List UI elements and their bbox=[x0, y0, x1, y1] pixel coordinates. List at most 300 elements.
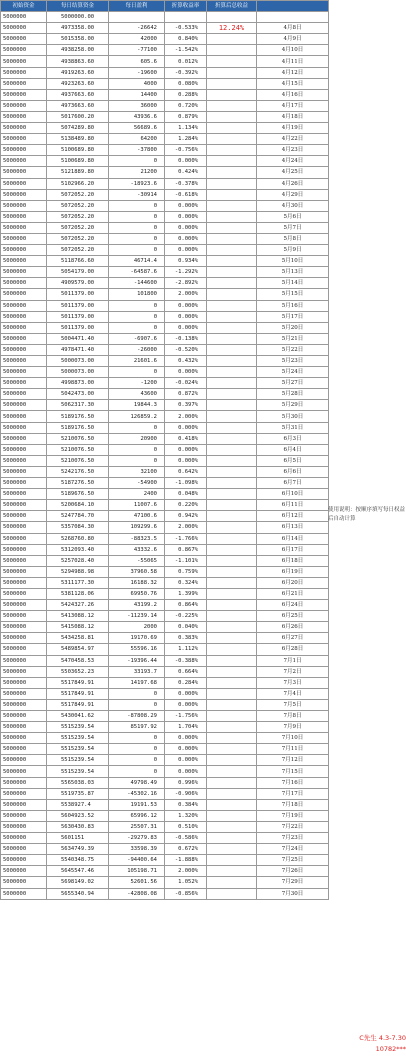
initial-capital-cell[interactable]: 5000000 bbox=[1, 655, 47, 666]
profit-cell[interactable]: 52601.56 bbox=[109, 877, 165, 888]
profit-cell[interactable]: -26642 bbox=[109, 23, 165, 34]
settlement-cell[interactable]: 5000073.00 bbox=[47, 356, 109, 367]
total-return-cell[interactable] bbox=[207, 600, 257, 611]
total-return-cell[interactable] bbox=[207, 167, 257, 178]
rate-cell[interactable]: -1.888% bbox=[165, 855, 207, 866]
settlement-cell[interactable]: 5517849.91 bbox=[47, 699, 109, 710]
profit-cell[interactable]: 36000 bbox=[109, 100, 165, 111]
initial-capital-cell[interactable]: 5000000 bbox=[1, 766, 47, 777]
total-return-cell[interactable] bbox=[207, 788, 257, 799]
total-return-cell[interactable] bbox=[207, 311, 257, 322]
rate-cell[interactable]: -1.098% bbox=[165, 478, 207, 489]
date-cell[interactable]: 6月17日 bbox=[257, 544, 329, 555]
rate-cell[interactable]: 2.000% bbox=[165, 411, 207, 422]
settlement-cell[interactable]: 4938258.00 bbox=[47, 45, 109, 56]
profit-cell[interactable]: 25507.31 bbox=[109, 821, 165, 832]
settlement-cell[interactable]: 5189676.50 bbox=[47, 489, 109, 500]
initial-capital-cell[interactable]: 5000000 bbox=[1, 555, 47, 566]
profit-cell[interactable]: -6907.6 bbox=[109, 333, 165, 344]
total-return-cell[interactable] bbox=[207, 511, 257, 522]
profit-cell[interactable]: 14400 bbox=[109, 89, 165, 100]
settlement-cell[interactable]: 5645547.46 bbox=[47, 866, 109, 877]
date-cell[interactable]: 5月23日 bbox=[257, 356, 329, 367]
total-return-cell[interactable] bbox=[207, 888, 257, 899]
settlement-cell[interactable]: 5268760.80 bbox=[47, 533, 109, 544]
rate-cell[interactable]: -0.586% bbox=[165, 833, 207, 844]
rate-cell[interactable]: -0.378% bbox=[165, 178, 207, 189]
settlement-cell[interactable]: 5470458.53 bbox=[47, 655, 109, 666]
initial-capital-cell[interactable]: 5000000 bbox=[1, 866, 47, 877]
settlement-cell[interactable]: 5247784.70 bbox=[47, 511, 109, 522]
settlement-cell[interactable]: 5503652.23 bbox=[47, 666, 109, 677]
date-cell[interactable]: 7月12日 bbox=[257, 755, 329, 766]
settlement-cell[interactable]: 5011379.00 bbox=[47, 311, 109, 322]
initial-capital-cell[interactable]: 5000000 bbox=[1, 677, 47, 688]
settlement-cell[interactable]: 5519735.87 bbox=[47, 788, 109, 799]
date-cell[interactable]: 7月3日 bbox=[257, 677, 329, 688]
total-return-cell[interactable] bbox=[207, 267, 257, 278]
initial-capital-cell[interactable]: 5000000 bbox=[1, 821, 47, 832]
rate-cell[interactable]: 0.759% bbox=[165, 566, 207, 577]
rate-cell[interactable]: 0.664% bbox=[165, 666, 207, 677]
rate-cell[interactable]: 0.000% bbox=[165, 245, 207, 256]
date-cell[interactable]: 6月20日 bbox=[257, 577, 329, 588]
date-cell[interactable]: 4月10日 bbox=[257, 45, 329, 56]
initial-capital-cell[interactable]: 5000000 bbox=[1, 289, 47, 300]
date-cell[interactable]: 4月16日 bbox=[257, 89, 329, 100]
initial-capital-cell[interactable]: 5000000 bbox=[1, 100, 47, 111]
total-return-cell[interactable] bbox=[207, 466, 257, 477]
date-cell[interactable]: 7月24日 bbox=[257, 844, 329, 855]
profit-cell[interactable]: 43936.6 bbox=[109, 111, 165, 122]
total-return-cell[interactable] bbox=[207, 821, 257, 832]
date-cell[interactable]: 5月31日 bbox=[257, 422, 329, 433]
initial-capital-cell[interactable]: 5000000 bbox=[1, 78, 47, 89]
initial-capital-cell[interactable]: 5000000 bbox=[1, 566, 47, 577]
settlement-cell[interactable]: 5072052.20 bbox=[47, 189, 109, 200]
initial-capital-cell[interactable]: 5000000 bbox=[1, 400, 47, 411]
total-return-cell[interactable] bbox=[207, 611, 257, 622]
date-cell[interactable]: 4月9日 bbox=[257, 34, 329, 45]
profit-cell[interactable]: 0 bbox=[109, 688, 165, 699]
settlement-cell[interactable]: 5011379.00 bbox=[47, 322, 109, 333]
rate-cell[interactable]: 2.000% bbox=[165, 289, 207, 300]
total-return-cell[interactable] bbox=[207, 256, 257, 267]
date-cell[interactable]: 7月16日 bbox=[257, 777, 329, 788]
profit-cell[interactable]: 16188.32 bbox=[109, 577, 165, 588]
date-cell[interactable]: 7月29日 bbox=[257, 877, 329, 888]
settlement-cell[interactable]: 4973358.00 bbox=[47, 23, 109, 34]
profit-cell[interactable]: -87808.29 bbox=[109, 711, 165, 722]
settlement-cell[interactable]: 5601151 bbox=[47, 833, 109, 844]
rate-cell[interactable]: -0.618% bbox=[165, 189, 207, 200]
date-cell[interactable]: 7月15日 bbox=[257, 766, 329, 777]
settlement-cell[interactable]: 5074289.80 bbox=[47, 123, 109, 134]
profit-cell[interactable]: 55596.16 bbox=[109, 644, 165, 655]
profit-cell[interactable]: 19844.3 bbox=[109, 400, 165, 411]
total-return-cell[interactable] bbox=[207, 588, 257, 599]
settlement-cell[interactable]: 4919263.60 bbox=[47, 67, 109, 78]
initial-capital-cell[interactable]: 5000000 bbox=[1, 344, 47, 355]
initial-capital-cell[interactable]: 5000000 bbox=[1, 511, 47, 522]
rate-cell[interactable]: -0.225% bbox=[165, 611, 207, 622]
rate-cell[interactable]: 0.000% bbox=[165, 322, 207, 333]
initial-capital-cell[interactable]: 5000000 bbox=[1, 123, 47, 134]
initial-capital-cell[interactable]: 5000000 bbox=[1, 23, 47, 34]
settlement-cell[interactable]: 5515239.54 bbox=[47, 733, 109, 744]
rate-cell[interactable]: 1.399% bbox=[165, 588, 207, 599]
initial-capital-cell[interactable]: 5000000 bbox=[1, 522, 47, 533]
initial-capital-cell[interactable]: 5000000 bbox=[1, 411, 47, 422]
date-cell[interactable]: 6月11日 bbox=[257, 500, 329, 511]
total-return-cell[interactable] bbox=[207, 877, 257, 888]
profit-cell[interactable]: 0 bbox=[109, 699, 165, 710]
total-return-cell[interactable] bbox=[207, 100, 257, 111]
settlement-cell[interactable]: 5100689.80 bbox=[47, 156, 109, 167]
initial-capital-cell[interactable]: 5000000 bbox=[1, 533, 47, 544]
profit-cell[interactable]: 85197.92 bbox=[109, 722, 165, 733]
initial-capital-cell[interactable]: 5000000 bbox=[1, 544, 47, 555]
settlement-cell[interactable]: 5515239.54 bbox=[47, 766, 109, 777]
date-cell[interactable]: 6月7日 bbox=[257, 478, 329, 489]
settlement-cell[interactable]: 4909579.00 bbox=[47, 278, 109, 289]
initial-capital-cell[interactable]: 5000000 bbox=[1, 12, 47, 23]
total-return-cell[interactable] bbox=[207, 400, 257, 411]
date-cell[interactable]: 6月26日 bbox=[257, 622, 329, 633]
rate-cell[interactable]: -0.520% bbox=[165, 344, 207, 355]
total-return-cell[interactable] bbox=[207, 799, 257, 810]
initial-capital-cell[interactable]: 5000000 bbox=[1, 744, 47, 755]
date-cell[interactable]: 7月10日 bbox=[257, 733, 329, 744]
settlement-cell[interactable]: 5415088.12 bbox=[47, 622, 109, 633]
profit-cell[interactable]: 21200 bbox=[109, 167, 165, 178]
settlement-cell[interactable]: 5294988.98 bbox=[47, 566, 109, 577]
total-return-cell[interactable] bbox=[207, 356, 257, 367]
profit-cell[interactable]: 19191.53 bbox=[109, 799, 165, 810]
total-return-cell[interactable] bbox=[207, 111, 257, 122]
initial-capital-cell[interactable]: 5000000 bbox=[1, 211, 47, 222]
profit-cell[interactable]: -55065 bbox=[109, 555, 165, 566]
date-cell[interactable]: 5月15日 bbox=[257, 289, 329, 300]
rate-cell[interactable]: -1.292% bbox=[165, 267, 207, 278]
settlement-cell[interactable]: 5357084.30 bbox=[47, 522, 109, 533]
date-cell[interactable]: 6月18日 bbox=[257, 555, 329, 566]
rate-cell[interactable]: 2.000% bbox=[165, 866, 207, 877]
date-cell[interactable]: 4月25日 bbox=[257, 167, 329, 178]
initial-capital-cell[interactable]: 5000000 bbox=[1, 722, 47, 733]
settlement-cell[interactable]: 5515239.54 bbox=[47, 722, 109, 733]
date-cell[interactable]: 4月29日 bbox=[257, 189, 329, 200]
rate-cell[interactable]: 0.942% bbox=[165, 511, 207, 522]
date-cell[interactable]: 7月26日 bbox=[257, 866, 329, 877]
initial-capital-cell[interactable]: 5000000 bbox=[1, 633, 47, 644]
date-cell[interactable]: 5月28日 bbox=[257, 389, 329, 400]
total-return-cell[interactable] bbox=[207, 688, 257, 699]
settlement-cell[interactable]: 5210076.50 bbox=[47, 455, 109, 466]
initial-capital-cell[interactable]: 5000000 bbox=[1, 877, 47, 888]
rate-cell[interactable]: 0.324% bbox=[165, 577, 207, 588]
initial-capital-cell[interactable]: 5000000 bbox=[1, 367, 47, 378]
date-cell[interactable]: 4月23日 bbox=[257, 145, 329, 156]
settlement-cell[interactable]: 5210076.50 bbox=[47, 444, 109, 455]
date-cell[interactable]: 5月9日 bbox=[257, 245, 329, 256]
settlement-cell[interactable]: 5004471.40 bbox=[47, 333, 109, 344]
profit-cell[interactable]: -19396.44 bbox=[109, 655, 165, 666]
settlement-cell[interactable]: 5517849.91 bbox=[47, 688, 109, 699]
total-return-cell[interactable] bbox=[207, 699, 257, 710]
total-return-cell[interactable] bbox=[207, 622, 257, 633]
profit-cell[interactable]: 43332.6 bbox=[109, 544, 165, 555]
total-return-cell[interactable] bbox=[207, 422, 257, 433]
total-return-cell[interactable] bbox=[207, 333, 257, 344]
settlement-cell[interactable]: 5200684.10 bbox=[47, 500, 109, 511]
total-return-cell[interactable] bbox=[207, 711, 257, 722]
total-return-cell[interactable] bbox=[207, 322, 257, 333]
settlement-cell[interactable]: 5540348.75 bbox=[47, 855, 109, 866]
total-return-cell[interactable] bbox=[207, 555, 257, 566]
total-return-cell[interactable] bbox=[207, 455, 257, 466]
date-cell[interactable]: 5月30日 bbox=[257, 411, 329, 422]
initial-capital-cell[interactable]: 5000000 bbox=[1, 333, 47, 344]
total-return-cell[interactable] bbox=[207, 522, 257, 533]
profit-cell[interactable]: 0 bbox=[109, 300, 165, 311]
profit-cell[interactable]: -42808.08 bbox=[109, 888, 165, 899]
profit-cell[interactable]: -11239.14 bbox=[109, 611, 165, 622]
rate-cell[interactable]: 0.220% bbox=[165, 500, 207, 511]
rate-cell[interactable]: 0.879% bbox=[165, 111, 207, 122]
rate-cell[interactable]: 1.112% bbox=[165, 644, 207, 655]
profit-cell[interactable]: 0 bbox=[109, 322, 165, 333]
rate-cell[interactable]: 0.000% bbox=[165, 300, 207, 311]
profit-cell[interactable]: -37800 bbox=[109, 145, 165, 156]
rate-cell[interactable]: 0.000% bbox=[165, 233, 207, 244]
profit-cell[interactable]: 0 bbox=[109, 156, 165, 167]
initial-capital-cell[interactable]: 5000000 bbox=[1, 145, 47, 156]
date-cell[interactable]: 4月12日 bbox=[257, 67, 329, 78]
total-return-cell[interactable] bbox=[207, 766, 257, 777]
rate-cell[interactable]: 0.000% bbox=[165, 755, 207, 766]
settlement-cell[interactable]: 5102966.20 bbox=[47, 178, 109, 189]
settlement-cell[interactable]: 5072052.20 bbox=[47, 245, 109, 256]
date-cell[interactable]: 5月13日 bbox=[257, 267, 329, 278]
profit-cell[interactable]: 0 bbox=[109, 311, 165, 322]
date-cell[interactable]: 5月14日 bbox=[257, 278, 329, 289]
settlement-cell[interactable]: 5042473.00 bbox=[47, 389, 109, 400]
settlement-cell[interactable]: 5434258.81 bbox=[47, 633, 109, 644]
profit-cell[interactable]: 101800 bbox=[109, 289, 165, 300]
profit-cell[interactable]: 0 bbox=[109, 200, 165, 211]
header-daily-profit[interactable]: 每日盈利 bbox=[109, 1, 165, 12]
rate-cell[interactable]: -1.756% bbox=[165, 711, 207, 722]
initial-capital-cell[interactable]: 5000000 bbox=[1, 611, 47, 622]
profit-cell[interactable]: 0 bbox=[109, 245, 165, 256]
rate-cell[interactable]: 0.000% bbox=[165, 222, 207, 233]
total-return-cell[interactable] bbox=[207, 56, 257, 67]
profit-cell[interactable]: 42000 bbox=[109, 34, 165, 45]
profit-cell[interactable]: -54900 bbox=[109, 478, 165, 489]
date-cell[interactable]: 4月17日 bbox=[257, 100, 329, 111]
rate-cell[interactable]: 0.288% bbox=[165, 89, 207, 100]
profit-cell[interactable] bbox=[109, 12, 165, 23]
date-cell[interactable] bbox=[257, 12, 329, 23]
total-return-cell[interactable] bbox=[207, 233, 257, 244]
settlement-cell[interactable]: 5118766.60 bbox=[47, 256, 109, 267]
date-cell[interactable]: 4月8日 bbox=[257, 23, 329, 34]
profit-cell[interactable]: 49798.49 bbox=[109, 777, 165, 788]
profit-cell[interactable]: -77100 bbox=[109, 45, 165, 56]
rate-cell[interactable]: -0.856% bbox=[165, 888, 207, 899]
rate-cell[interactable]: 0.840% bbox=[165, 34, 207, 45]
total-return-cell[interactable] bbox=[207, 489, 257, 500]
rate-cell[interactable]: 0.996% bbox=[165, 777, 207, 788]
settlement-cell[interactable]: 5565038.03 bbox=[47, 777, 109, 788]
rate-cell[interactable]: 0.000% bbox=[165, 699, 207, 710]
settlement-cell[interactable]: 5187276.50 bbox=[47, 478, 109, 489]
total-return-cell[interactable] bbox=[207, 34, 257, 45]
header-date[interactable] bbox=[257, 1, 329, 12]
profit-cell[interactable]: 11007.6 bbox=[109, 500, 165, 511]
date-cell[interactable]: 4月11日 bbox=[257, 56, 329, 67]
total-return-cell[interactable] bbox=[207, 300, 257, 311]
total-return-cell[interactable] bbox=[207, 566, 257, 577]
initial-capital-cell[interactable]: 5000000 bbox=[1, 500, 47, 511]
total-return-cell[interactable] bbox=[207, 389, 257, 400]
profit-cell[interactable]: 43600 bbox=[109, 389, 165, 400]
total-return-value[interactable]: 12.24% bbox=[207, 23, 257, 34]
total-return-cell[interactable] bbox=[207, 722, 257, 733]
date-cell[interactable]: 7月23日 bbox=[257, 833, 329, 844]
rate-cell[interactable]: 0.000% bbox=[165, 367, 207, 378]
initial-capital-cell[interactable]: 5000000 bbox=[1, 356, 47, 367]
rate-cell[interactable]: -0.388% bbox=[165, 655, 207, 666]
profit-cell[interactable]: -18923.6 bbox=[109, 178, 165, 189]
rate-cell[interactable]: 0.000% bbox=[165, 211, 207, 222]
total-return-cell[interactable] bbox=[207, 189, 257, 200]
initial-capital-cell[interactable]: 5000000 bbox=[1, 622, 47, 633]
date-cell[interactable]: 5月27日 bbox=[257, 378, 329, 389]
total-return-cell[interactable] bbox=[207, 222, 257, 233]
date-cell[interactable]: 6月27日 bbox=[257, 633, 329, 644]
date-cell[interactable]: 7月18日 bbox=[257, 799, 329, 810]
rate-cell[interactable]: 1.134% bbox=[165, 123, 207, 134]
total-return-cell[interactable] bbox=[207, 245, 257, 256]
profit-cell[interactable]: 0 bbox=[109, 422, 165, 433]
rate-cell[interactable]: 0.672% bbox=[165, 844, 207, 855]
date-cell[interactable]: 7月5日 bbox=[257, 699, 329, 710]
profit-cell[interactable]: 69950.76 bbox=[109, 588, 165, 599]
profit-cell[interactable]: 105198.71 bbox=[109, 866, 165, 877]
settlement-cell[interactable]: 5000000.00 bbox=[47, 12, 109, 23]
total-return-cell[interactable] bbox=[207, 178, 257, 189]
profit-cell[interactable]: 0 bbox=[109, 766, 165, 777]
rate-cell[interactable]: 1.320% bbox=[165, 810, 207, 821]
initial-capital-cell[interactable]: 5000000 bbox=[1, 478, 47, 489]
date-cell[interactable]: 5月17日 bbox=[257, 311, 329, 322]
total-return-cell[interactable] bbox=[207, 777, 257, 788]
rate-cell[interactable]: 0.080% bbox=[165, 78, 207, 89]
rate-cell[interactable]: -1.101% bbox=[165, 555, 207, 566]
settlement-cell[interactable]: 5072052.20 bbox=[47, 211, 109, 222]
profit-cell[interactable]: 33193.7 bbox=[109, 666, 165, 677]
total-return-cell[interactable] bbox=[207, 478, 257, 489]
initial-capital-cell[interactable]: 5000000 bbox=[1, 844, 47, 855]
profit-cell[interactable]: 43199.2 bbox=[109, 600, 165, 611]
date-cell[interactable]: 6月12日 bbox=[257, 511, 329, 522]
profit-cell[interactable]: 65996.12 bbox=[109, 810, 165, 821]
settlement-cell[interactable]: 5604923.52 bbox=[47, 810, 109, 821]
profit-cell[interactable]: -94400.64 bbox=[109, 855, 165, 866]
rate-cell[interactable]: 0.424% bbox=[165, 167, 207, 178]
total-return-cell[interactable] bbox=[207, 378, 257, 389]
settlement-cell[interactable]: 5011379.00 bbox=[47, 300, 109, 311]
rate-cell[interactable]: 1.284% bbox=[165, 134, 207, 145]
settlement-cell[interactable]: 5630430.83 bbox=[47, 821, 109, 832]
total-return-cell[interactable] bbox=[207, 677, 257, 688]
total-return-cell[interactable] bbox=[207, 755, 257, 766]
initial-capital-cell[interactable]: 5000000 bbox=[1, 189, 47, 200]
date-cell[interactable]: 4月22日 bbox=[257, 134, 329, 145]
profit-cell[interactable]: -88323.5 bbox=[109, 533, 165, 544]
total-return-cell[interactable] bbox=[207, 123, 257, 134]
initial-capital-cell[interactable]: 5000000 bbox=[1, 433, 47, 444]
rate-cell[interactable]: -0.756% bbox=[165, 145, 207, 156]
total-return-cell[interactable] bbox=[207, 433, 257, 444]
settlement-cell[interactable]: 5517849.91 bbox=[47, 677, 109, 688]
profit-cell[interactable]: 14197.68 bbox=[109, 677, 165, 688]
settlement-cell[interactable]: 5698149.02 bbox=[47, 877, 109, 888]
profit-cell[interactable]: 0 bbox=[109, 211, 165, 222]
total-return-cell[interactable] bbox=[207, 200, 257, 211]
initial-capital-cell[interactable]: 5000000 bbox=[1, 600, 47, 611]
initial-capital-cell[interactable]: 5000000 bbox=[1, 233, 47, 244]
initial-capital-cell[interactable]: 5000000 bbox=[1, 311, 47, 322]
initial-capital-cell[interactable]: 5000000 bbox=[1, 89, 47, 100]
profit-cell[interactable]: 19170.69 bbox=[109, 633, 165, 644]
date-cell[interactable]: 5月8日 bbox=[257, 233, 329, 244]
rate-cell[interactable]: -0.024% bbox=[165, 378, 207, 389]
settlement-cell[interactable]: 5017600.20 bbox=[47, 111, 109, 122]
initial-capital-cell[interactable]: 5000000 bbox=[1, 799, 47, 810]
total-return-cell[interactable] bbox=[207, 666, 257, 677]
rate-cell[interactable]: 0.872% bbox=[165, 389, 207, 400]
initial-capital-cell[interactable]: 5000000 bbox=[1, 56, 47, 67]
initial-capital-cell[interactable]: 5000000 bbox=[1, 267, 47, 278]
profit-cell[interactable]: 0 bbox=[109, 233, 165, 244]
initial-capital-cell[interactable]: 5000000 bbox=[1, 666, 47, 677]
total-return-cell[interactable] bbox=[207, 78, 257, 89]
rate-cell[interactable]: 0.642% bbox=[165, 466, 207, 477]
profit-cell[interactable]: 33598.39 bbox=[109, 844, 165, 855]
date-cell[interactable]: 7月17日 bbox=[257, 788, 329, 799]
rate-cell[interactable]: 0.012% bbox=[165, 56, 207, 67]
date-cell[interactable]: 6月13日 bbox=[257, 522, 329, 533]
profit-cell[interactable]: 0 bbox=[109, 455, 165, 466]
settlement-cell[interactable]: 5210076.50 bbox=[47, 433, 109, 444]
total-return-cell[interactable] bbox=[207, 411, 257, 422]
date-cell[interactable]: 4月26日 bbox=[257, 178, 329, 189]
date-cell[interactable]: 4月18日 bbox=[257, 111, 329, 122]
total-return-cell[interactable] bbox=[207, 89, 257, 100]
rate-cell[interactable]: 0.384% bbox=[165, 799, 207, 810]
initial-capital-cell[interactable]: 5000000 bbox=[1, 378, 47, 389]
initial-capital-cell[interactable]: 5000000 bbox=[1, 711, 47, 722]
date-cell[interactable]: 5月24日 bbox=[257, 367, 329, 378]
date-cell[interactable]: 6月5日 bbox=[257, 455, 329, 466]
total-return-cell[interactable] bbox=[207, 544, 257, 555]
rate-cell[interactable]: 1.052% bbox=[165, 877, 207, 888]
date-cell[interactable]: 4月24日 bbox=[257, 156, 329, 167]
settlement-cell[interactable]: 4938863.60 bbox=[47, 56, 109, 67]
